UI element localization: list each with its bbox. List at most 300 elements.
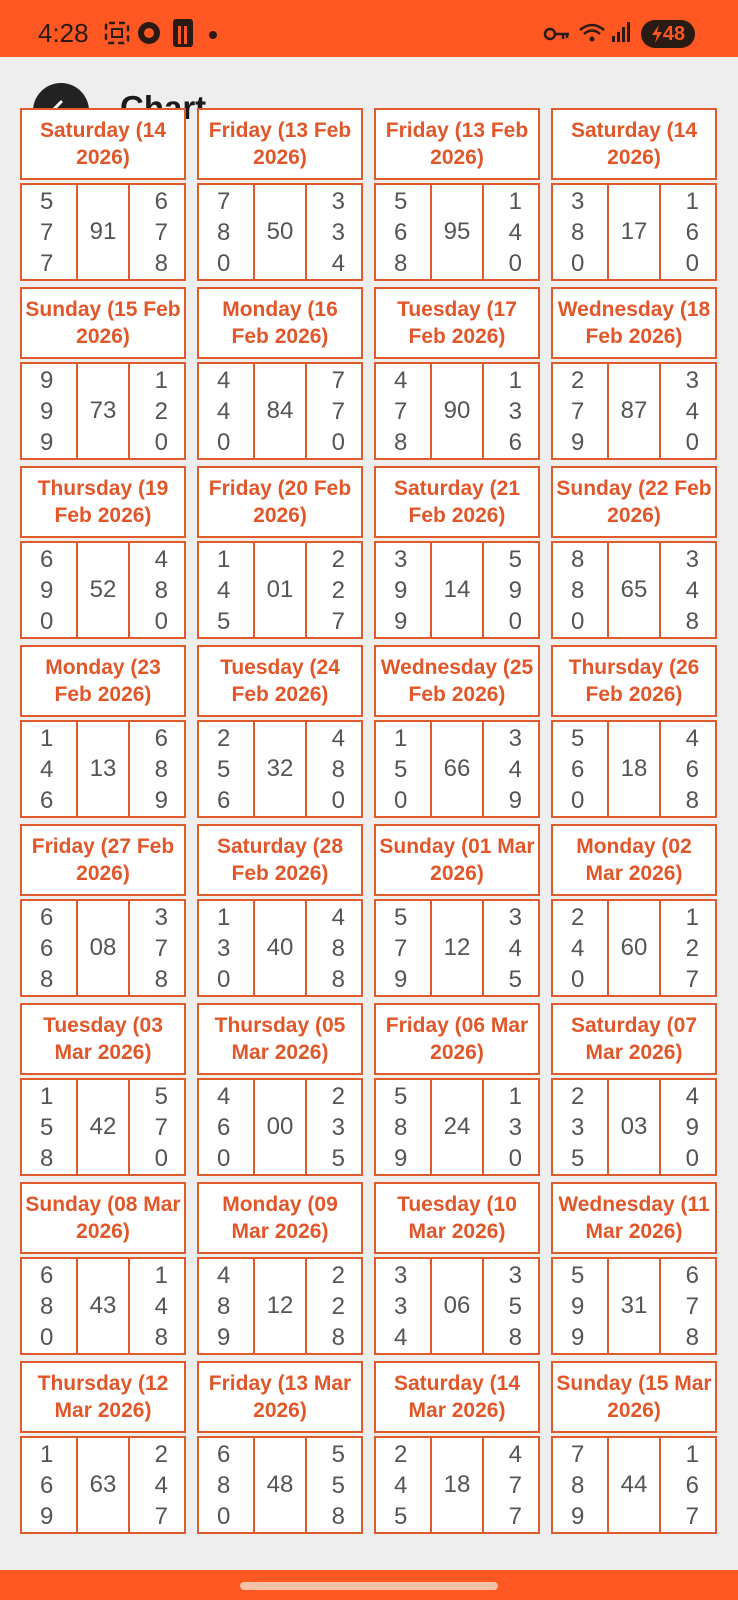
close-panna xyxy=(307,1438,361,1532)
result-date-header: Monday (09 Mar 2026) xyxy=(197,1182,363,1254)
close-panna-digit: 7 xyxy=(154,1502,168,1530)
result-card xyxy=(197,645,363,818)
week-row xyxy=(20,1182,720,1361)
close-panna-digit: 7 xyxy=(154,1113,168,1141)
open-panna-digit: 8 xyxy=(571,1471,585,1499)
open-panna-digit: 9 xyxy=(40,576,54,604)
close-panna xyxy=(307,722,361,816)
result-date-header: Saturday (14 2026) xyxy=(551,108,717,180)
close-panna-digit: 6 xyxy=(508,428,522,456)
close-panna xyxy=(307,364,361,458)
week-row xyxy=(20,824,720,1003)
close-panna-digit: 0 xyxy=(154,607,168,635)
open-panna-digit: 6 xyxy=(40,934,54,962)
result-date-header: Saturday (28 Feb 2026) xyxy=(197,824,363,896)
result-numbers xyxy=(551,1257,717,1355)
close-panna xyxy=(307,901,361,995)
app-notification-icon-2 xyxy=(172,18,194,48)
close-panna-digit: 4 xyxy=(331,725,345,753)
open-panna-digit: 8 xyxy=(40,1292,54,1320)
result-date-header: Tuesday (24 Feb 2026) xyxy=(197,645,363,717)
result-card xyxy=(20,1361,186,1534)
week-row xyxy=(20,1003,720,1182)
open-panna-digit: 4 xyxy=(217,1262,231,1290)
open-panna-digit: 5 xyxy=(571,1262,585,1290)
open-panna-digit: 1 xyxy=(40,1083,54,1111)
close-panna-digit: 5 xyxy=(508,1292,522,1320)
close-panna xyxy=(484,364,538,458)
week-row xyxy=(20,645,720,824)
open-panna-digit: 2 xyxy=(571,1083,585,1111)
open-panna xyxy=(553,364,607,458)
status-bar xyxy=(0,0,738,57)
close-panna-digit: 7 xyxy=(331,367,345,395)
chart-scroll-area[interactable] xyxy=(0,119,738,1570)
jodi-value: 18 xyxy=(607,722,661,816)
result-date-header: Monday (16 Feb 2026) xyxy=(197,287,363,359)
result-numbers xyxy=(551,183,717,281)
open-panna-digit: 1 xyxy=(394,725,408,753)
open-panna-digit: 0 xyxy=(571,965,585,993)
open-panna-digit: 8 xyxy=(40,1144,54,1172)
result-numbers xyxy=(374,541,540,639)
jodi-value: 48 xyxy=(253,1438,307,1532)
screenshot-icon xyxy=(104,21,130,45)
open-panna xyxy=(22,364,76,458)
open-panna-digit: 0 xyxy=(217,1144,231,1172)
result-card xyxy=(20,1003,186,1176)
close-panna-digit: 0 xyxy=(508,1144,522,1172)
jodi-value: 01 xyxy=(253,543,307,637)
close-panna-digit: 9 xyxy=(508,576,522,604)
close-panna-digit: 7 xyxy=(331,397,345,425)
chart-grid xyxy=(20,108,720,1540)
close-panna-digit: 5 xyxy=(154,1083,168,1111)
open-panna-digit: 9 xyxy=(217,1323,231,1351)
close-panna-digit: 4 xyxy=(508,218,522,246)
open-panna-digit: 5 xyxy=(40,188,54,216)
result-card xyxy=(551,1361,717,1534)
close-panna-digit: 1 xyxy=(508,188,522,216)
close-panna-digit: 8 xyxy=(154,965,168,993)
result-date-header: Saturday (07 Mar 2026) xyxy=(551,1003,717,1075)
close-panna-digit: 1 xyxy=(685,904,699,932)
jodi-value: 44 xyxy=(607,1438,661,1532)
close-panna xyxy=(661,722,715,816)
close-panna-digit: 7 xyxy=(685,1292,699,1320)
open-panna-digit: 4 xyxy=(217,1083,231,1111)
open-panna xyxy=(376,1080,430,1174)
result-date-header: Saturday (14 Mar 2026) xyxy=(374,1361,540,1433)
open-panna-digit: 9 xyxy=(394,607,408,635)
jodi-value: 06 xyxy=(430,1259,484,1353)
close-panna-digit: 2 xyxy=(331,546,345,574)
result-card xyxy=(551,287,717,460)
open-panna-digit: 6 xyxy=(40,904,54,932)
close-panna-digit: 4 xyxy=(154,546,168,574)
result-numbers xyxy=(551,899,717,997)
jodi-value: 03 xyxy=(607,1080,661,1174)
close-panna-digit: 2 xyxy=(331,576,345,604)
close-panna-digit: 8 xyxy=(685,786,699,814)
result-numbers xyxy=(197,362,363,460)
open-panna xyxy=(553,543,607,637)
jodi-value: 31 xyxy=(607,1259,661,1353)
open-panna-digit: 7 xyxy=(571,397,585,425)
close-panna xyxy=(484,1438,538,1532)
open-panna-digit: 7 xyxy=(571,1441,585,1469)
close-panna-digit: 0 xyxy=(331,428,345,456)
result-date-header: Friday (13 Mar 2026) xyxy=(197,1361,363,1433)
result-numbers xyxy=(374,1078,540,1176)
close-panna-digit: 3 xyxy=(508,1262,522,1290)
close-panna-digit: 0 xyxy=(508,607,522,635)
open-panna xyxy=(199,543,253,637)
jodi-value: 32 xyxy=(253,722,307,816)
vpn-key-icon xyxy=(543,26,571,42)
close-panna-digit: 3 xyxy=(331,188,345,216)
close-panna-digit: 8 xyxy=(331,934,345,962)
result-numbers xyxy=(20,1078,186,1176)
open-panna-digit: 6 xyxy=(217,786,231,814)
jodi-value: 12 xyxy=(253,1259,307,1353)
open-panna-digit: 9 xyxy=(40,397,54,425)
result-date-header: Monday (02 Mar 2026) xyxy=(551,824,717,896)
close-panna-digit: 7 xyxy=(508,1471,522,1499)
open-panna-digit: 6 xyxy=(571,755,585,783)
week-row xyxy=(20,287,720,466)
open-panna xyxy=(22,901,76,995)
open-panna xyxy=(22,1438,76,1532)
battery-level: 48 xyxy=(662,22,686,45)
result-card xyxy=(20,287,186,460)
close-panna xyxy=(661,543,715,637)
close-panna-digit: 3 xyxy=(154,904,168,932)
week-row xyxy=(20,108,720,287)
result-numbers xyxy=(197,541,363,639)
result-card xyxy=(197,466,363,639)
battery-indicator xyxy=(641,20,695,48)
open-panna-digit: 3 xyxy=(394,1292,408,1320)
result-card xyxy=(20,645,186,818)
close-panna-digit: 0 xyxy=(508,249,522,277)
open-panna xyxy=(199,364,253,458)
open-panna xyxy=(376,722,430,816)
jodi-value: 90 xyxy=(430,364,484,458)
close-panna-digit: 8 xyxy=(154,576,168,604)
open-panna-digit: 8 xyxy=(571,218,585,246)
open-panna xyxy=(376,364,430,458)
open-panna-digit: 5 xyxy=(394,904,408,932)
result-card xyxy=(551,466,717,639)
result-date-header: Wednesday (18 Feb 2026) xyxy=(551,287,717,359)
close-panna-digit: 4 xyxy=(154,1471,168,1499)
result-date-header: Friday (20 Feb 2026) xyxy=(197,466,363,538)
result-numbers xyxy=(20,720,186,818)
open-panna xyxy=(376,1438,430,1532)
close-panna xyxy=(661,1080,715,1174)
more-notifications-dot-icon xyxy=(208,30,218,40)
close-panna-digit: 3 xyxy=(508,397,522,425)
close-panna-digit: 7 xyxy=(685,965,699,993)
open-panna xyxy=(553,901,607,995)
open-panna-digit: 9 xyxy=(40,367,54,395)
open-panna xyxy=(22,1259,76,1353)
open-panna-digit: 9 xyxy=(394,576,408,604)
open-panna-digit: 5 xyxy=(394,1083,408,1111)
close-panna-digit: 5 xyxy=(508,546,522,574)
open-panna-digit: 5 xyxy=(217,607,231,635)
close-panna-digit: 4 xyxy=(508,1441,522,1469)
jodi-value: 12 xyxy=(430,901,484,995)
open-panna-digit: 8 xyxy=(394,1113,408,1141)
jodi-value: 60 xyxy=(607,901,661,995)
close-panna-digit: 2 xyxy=(331,1262,345,1290)
close-panna xyxy=(130,1438,184,1532)
close-panna-digit: 5 xyxy=(331,1441,345,1469)
open-panna-digit: 6 xyxy=(40,786,54,814)
open-panna xyxy=(553,1438,607,1532)
result-date-header: Sunday (08 Mar 2026) xyxy=(20,1182,186,1254)
result-date-header: Saturday (14 2026) xyxy=(20,108,186,180)
open-panna-digit: 4 xyxy=(394,1323,408,1351)
open-panna-digit: 4 xyxy=(217,576,231,604)
open-panna-digit: 5 xyxy=(571,725,585,753)
open-panna-digit: 0 xyxy=(571,607,585,635)
open-panna-digit: 3 xyxy=(217,934,231,962)
open-panna xyxy=(22,722,76,816)
jodi-value: 65 xyxy=(607,543,661,637)
open-panna-digit: 4 xyxy=(571,934,585,962)
open-panna-digit: 1 xyxy=(40,1441,54,1469)
open-panna-digit: 7 xyxy=(394,397,408,425)
cell-signal-icon xyxy=(610,20,634,44)
close-panna-digit: 7 xyxy=(508,1502,522,1530)
home-gesture-handle[interactable] xyxy=(240,1582,498,1590)
open-panna xyxy=(22,185,76,279)
open-panna xyxy=(553,185,607,279)
open-panna-digit: 2 xyxy=(217,725,231,753)
close-panna xyxy=(130,1259,184,1353)
open-panna-digit: 9 xyxy=(571,1292,585,1320)
result-date-header: Thursday (26 Feb 2026) xyxy=(551,645,717,717)
jodi-value: 18 xyxy=(430,1438,484,1532)
result-numbers xyxy=(197,1257,363,1355)
result-card xyxy=(20,824,186,997)
close-panna xyxy=(661,364,715,458)
result-date-header: Wednesday (25 Feb 2026) xyxy=(374,645,540,717)
open-panna-digit: 3 xyxy=(394,546,408,574)
result-numbers xyxy=(197,720,363,818)
close-panna-digit: 3 xyxy=(685,367,699,395)
jodi-value: 84 xyxy=(253,364,307,458)
result-numbers xyxy=(551,1436,717,1534)
result-card xyxy=(374,108,540,281)
result-card xyxy=(551,645,717,818)
result-numbers xyxy=(374,362,540,460)
close-panna xyxy=(484,901,538,995)
result-date-header: Tuesday (03 Mar 2026) xyxy=(20,1003,186,1075)
result-date-header: Thursday (19 Feb 2026) xyxy=(20,466,186,538)
open-panna-digit: 6 xyxy=(217,1113,231,1141)
jodi-value: 13 xyxy=(76,722,130,816)
close-panna-digit: 0 xyxy=(685,428,699,456)
result-card xyxy=(197,287,363,460)
close-panna-digit: 3 xyxy=(508,1113,522,1141)
result-numbers xyxy=(197,1436,363,1534)
result-numbers xyxy=(20,183,186,281)
open-panna-digit: 3 xyxy=(571,1113,585,1141)
close-panna-digit: 8 xyxy=(154,1323,168,1351)
result-card xyxy=(20,466,186,639)
wifi-icon xyxy=(578,20,608,44)
open-panna-digit: 0 xyxy=(571,786,585,814)
result-card xyxy=(197,1182,363,1355)
result-date-header: Saturday (21 Feb 2026) xyxy=(374,466,540,538)
result-date-header: Friday (13 Feb 2026) xyxy=(374,108,540,180)
close-panna-digit: 1 xyxy=(154,1262,168,1290)
open-panna-digit: 1 xyxy=(40,725,54,753)
result-date-header: Friday (27 Feb 2026) xyxy=(20,824,186,896)
close-panna-digit: 8 xyxy=(508,1323,522,1351)
close-panna-digit: 4 xyxy=(685,1083,699,1111)
close-panna-digit: 4 xyxy=(685,725,699,753)
close-panna xyxy=(307,185,361,279)
close-panna-digit: 1 xyxy=(154,367,168,395)
close-panna xyxy=(130,364,184,458)
open-panna xyxy=(376,543,430,637)
close-panna-digit: 0 xyxy=(685,249,699,277)
open-panna-digit: 5 xyxy=(394,188,408,216)
close-panna-digit: 7 xyxy=(154,218,168,246)
result-numbers xyxy=(551,1078,717,1176)
open-panna-digit: 0 xyxy=(217,249,231,277)
open-panna-digit: 8 xyxy=(394,249,408,277)
close-panna-digit: 4 xyxy=(685,397,699,425)
close-panna-digit: 3 xyxy=(508,904,522,932)
result-date-header: Friday (06 Mar 2026) xyxy=(374,1003,540,1075)
close-panna xyxy=(130,185,184,279)
open-panna-digit: 2 xyxy=(394,1441,408,1469)
close-panna-digit: 4 xyxy=(331,904,345,932)
close-panna xyxy=(130,722,184,816)
open-panna-digit: 9 xyxy=(40,1502,54,1530)
close-panna xyxy=(484,185,538,279)
close-panna-digit: 8 xyxy=(154,755,168,783)
jodi-value: 52 xyxy=(76,543,130,637)
close-panna-digit: 8 xyxy=(331,1323,345,1351)
open-panna-digit: 6 xyxy=(394,218,408,246)
close-panna-digit: 2 xyxy=(154,397,168,425)
result-card xyxy=(374,1361,540,1534)
jodi-value: 66 xyxy=(430,722,484,816)
open-panna-digit: 7 xyxy=(40,218,54,246)
close-panna-digit: 6 xyxy=(154,725,168,753)
jodi-value: 87 xyxy=(607,364,661,458)
open-panna xyxy=(199,185,253,279)
open-panna-digit: 4 xyxy=(217,397,231,425)
open-panna-digit: 0 xyxy=(394,786,408,814)
close-panna xyxy=(130,901,184,995)
close-panna xyxy=(130,1080,184,1174)
close-panna-digit: 2 xyxy=(685,934,699,962)
open-panna-digit: 8 xyxy=(40,965,54,993)
open-panna-digit: 2 xyxy=(571,367,585,395)
close-panna-digit: 9 xyxy=(154,786,168,814)
open-panna-digit: 0 xyxy=(217,428,231,456)
close-panna xyxy=(661,1259,715,1353)
close-panna-digit: 4 xyxy=(685,576,699,604)
open-panna-digit: 5 xyxy=(217,755,231,783)
result-date-header: Sunday (22 Feb 2026) xyxy=(551,466,717,538)
open-panna-digit: 6 xyxy=(217,1441,231,1469)
result-numbers xyxy=(374,720,540,818)
result-numbers xyxy=(197,183,363,281)
close-panna-digit: 1 xyxy=(508,367,522,395)
close-panna xyxy=(130,543,184,637)
open-panna xyxy=(22,543,76,637)
open-panna-digit: 4 xyxy=(394,1471,408,1499)
result-date-header: Sunday (15 Mar 2026) xyxy=(551,1361,717,1433)
open-panna xyxy=(22,1080,76,1174)
result-card xyxy=(197,824,363,997)
close-panna-digit: 6 xyxy=(685,218,699,246)
open-panna-digit: 9 xyxy=(571,1502,585,1530)
close-panna-digit: 0 xyxy=(331,786,345,814)
result-card xyxy=(20,1182,186,1355)
close-panna xyxy=(661,901,715,995)
jodi-value: 17 xyxy=(607,185,661,279)
result-card xyxy=(374,1182,540,1355)
close-panna-digit: 5 xyxy=(508,965,522,993)
open-panna-digit: 6 xyxy=(40,1471,54,1499)
close-panna-digit: 3 xyxy=(508,725,522,753)
jodi-value: 63 xyxy=(76,1438,130,1532)
result-date-header: Tuesday (17 Feb 2026) xyxy=(374,287,540,359)
open-panna-digit: 6 xyxy=(40,546,54,574)
close-panna-digit: 8 xyxy=(331,755,345,783)
open-panna-digit: 0 xyxy=(217,965,231,993)
close-panna-digit: 0 xyxy=(154,428,168,456)
close-panna-digit: 8 xyxy=(685,1323,699,1351)
result-numbers xyxy=(374,899,540,997)
jodi-value: 00 xyxy=(253,1080,307,1174)
close-panna xyxy=(484,722,538,816)
open-panna-digit: 7 xyxy=(217,188,231,216)
jodi-value: 24 xyxy=(430,1080,484,1174)
open-panna-digit: 3 xyxy=(571,188,585,216)
result-numbers xyxy=(197,1078,363,1176)
result-numbers xyxy=(197,899,363,997)
result-card xyxy=(374,824,540,997)
open-panna-digit: 8 xyxy=(217,1292,231,1320)
result-card xyxy=(551,1182,717,1355)
close-panna xyxy=(484,1080,538,1174)
result-card xyxy=(551,108,717,281)
open-panna-digit: 7 xyxy=(40,249,54,277)
open-panna-digit: 1 xyxy=(217,546,231,574)
close-panna-digit: 4 xyxy=(508,934,522,962)
jodi-value: 43 xyxy=(76,1259,130,1353)
close-panna-digit: 3 xyxy=(331,1113,345,1141)
open-panna xyxy=(553,1259,607,1353)
close-panna xyxy=(661,1438,715,1532)
open-panna-digit: 4 xyxy=(394,367,408,395)
open-panna-digit: 1 xyxy=(217,904,231,932)
result-numbers xyxy=(551,720,717,818)
status-time: 4:28 xyxy=(38,18,89,48)
open-panna-digit: 9 xyxy=(571,428,585,456)
